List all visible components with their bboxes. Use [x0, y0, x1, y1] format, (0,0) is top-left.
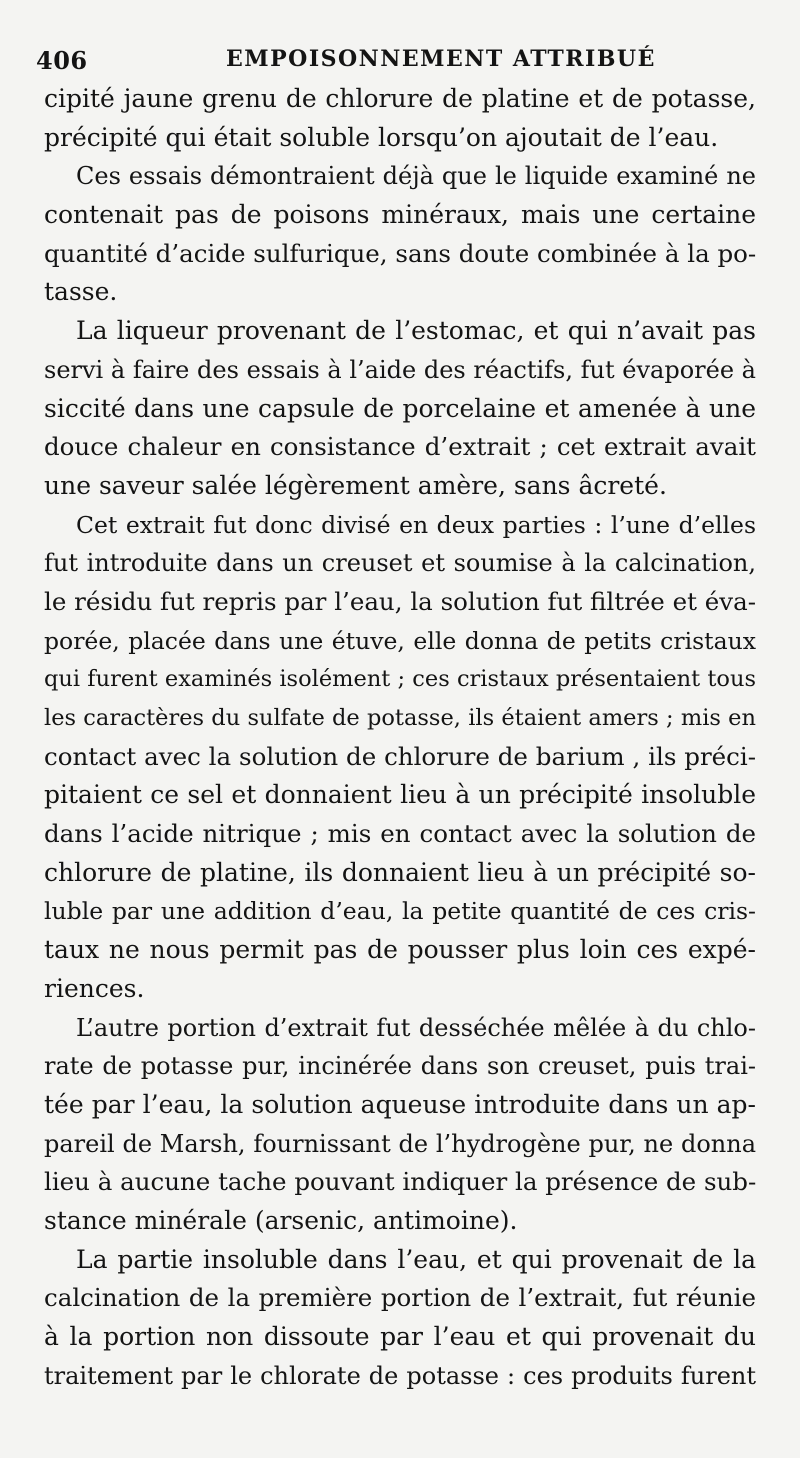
body-text	[44, 80, 756, 1395]
text-line: La partie insoluble dans l’eau, et qui provenait de la	[76, 1244, 756, 1274]
text-line: servi à faire des essais à l’aide des réactifs, fut évaporée à	[44, 355, 756, 384]
text-line: précipité qui était soluble lorsqu’on ajoutait de l’eau.	[44, 122, 719, 152]
text-line: stance minérale (arsenic, antimoine).	[44, 1205, 518, 1235]
text-line: Ces essais démontraient déjà que le liquide examiné ne	[76, 162, 756, 191]
text-line: une saveur salée légèrement amère, sans âcreté.	[44, 470, 667, 500]
text-line: taux ne nous permit pas de pousser plus loin ces expé-	[44, 935, 756, 965]
running-head: EMPOISONNEMENT ATTRIBUÉ	[226, 46, 656, 72]
text-line: lieu à aucune tache pouvant indiquer la présence de sub-	[44, 1167, 757, 1197]
text-line: porée, placée dans une étuve, elle donna de petits cristaux	[44, 626, 756, 655]
text-line: cipité jaune grenu de chlorure de platine et de potasse,	[44, 84, 756, 113]
text-line: quantité d’acide sulfurique, sans doute combinée à la po-	[44, 238, 757, 268]
text-line: La liqueur provenant de l’estomac, et qui n’avait pas	[76, 316, 756, 346]
text-line: chlorure de platine, ils donnaient lieu à un précipité so-	[44, 857, 756, 887]
text-line: riences.	[44, 973, 145, 1003]
text-line: le résidu fut repris par l’eau, la solution fut filtrée et éva-	[44, 586, 756, 616]
text-line: contenait pas de poisons minéraux, mais une certaine	[44, 200, 756, 230]
text-line: tée par l’eau, la solution aqueuse introduite dans un ap-	[44, 1089, 756, 1119]
text-line: calcination de la première portion de l’extrait, fut réunie	[44, 1283, 756, 1313]
text-line: pitaient ce sel et donnaient lieu à un précipité insoluble	[44, 780, 756, 810]
page-header	[36, 44, 776, 78]
page-number: 406	[36, 46, 88, 75]
text-line: douce chaleur en consistance d’extrait ; cet extrait avait	[44, 432, 756, 462]
text-line: luble par une addition d’eau, la petite quantité de ces cris-	[44, 897, 756, 926]
text-line: siccité dans une capsule de porcelaine et amenée à une	[44, 393, 756, 423]
text-line: fut introduite dans un creuset et soumise à la calcination,	[44, 549, 756, 578]
text-line: traitement par le chlorate de potasse : ces produits furent	[44, 1361, 756, 1390]
text-line: rate de potasse pur, incinérée dans son creuset, puis trai-	[44, 1052, 756, 1081]
text-line: pareil de Marsh, fournissant de l’hydrogène pur, ne donna	[44, 1129, 756, 1158]
text-line: L’autre portion d’extrait fut desséchée mêlée à du chlo-	[76, 1013, 756, 1042]
text-line: à la portion non dissoute par l’eau et qui provenait du	[44, 1322, 756, 1351]
text-line: qui furent examinés isolément ; ces cristaux présentaient tous	[44, 666, 756, 693]
text-line: dans l’acide nitrique ; mis en contact avec la solution de	[44, 819, 756, 849]
text-line: Cet extrait fut donc divisé en deux parties : l’une d’elles	[76, 510, 756, 539]
text-line: contact avec la solution de chlorure de barium , ils préci-	[44, 741, 756, 771]
text-line: les caractères du sulfate de potasse, ils étaient amers ; mis en	[44, 705, 756, 731]
text-line: tasse.	[44, 277, 118, 307]
